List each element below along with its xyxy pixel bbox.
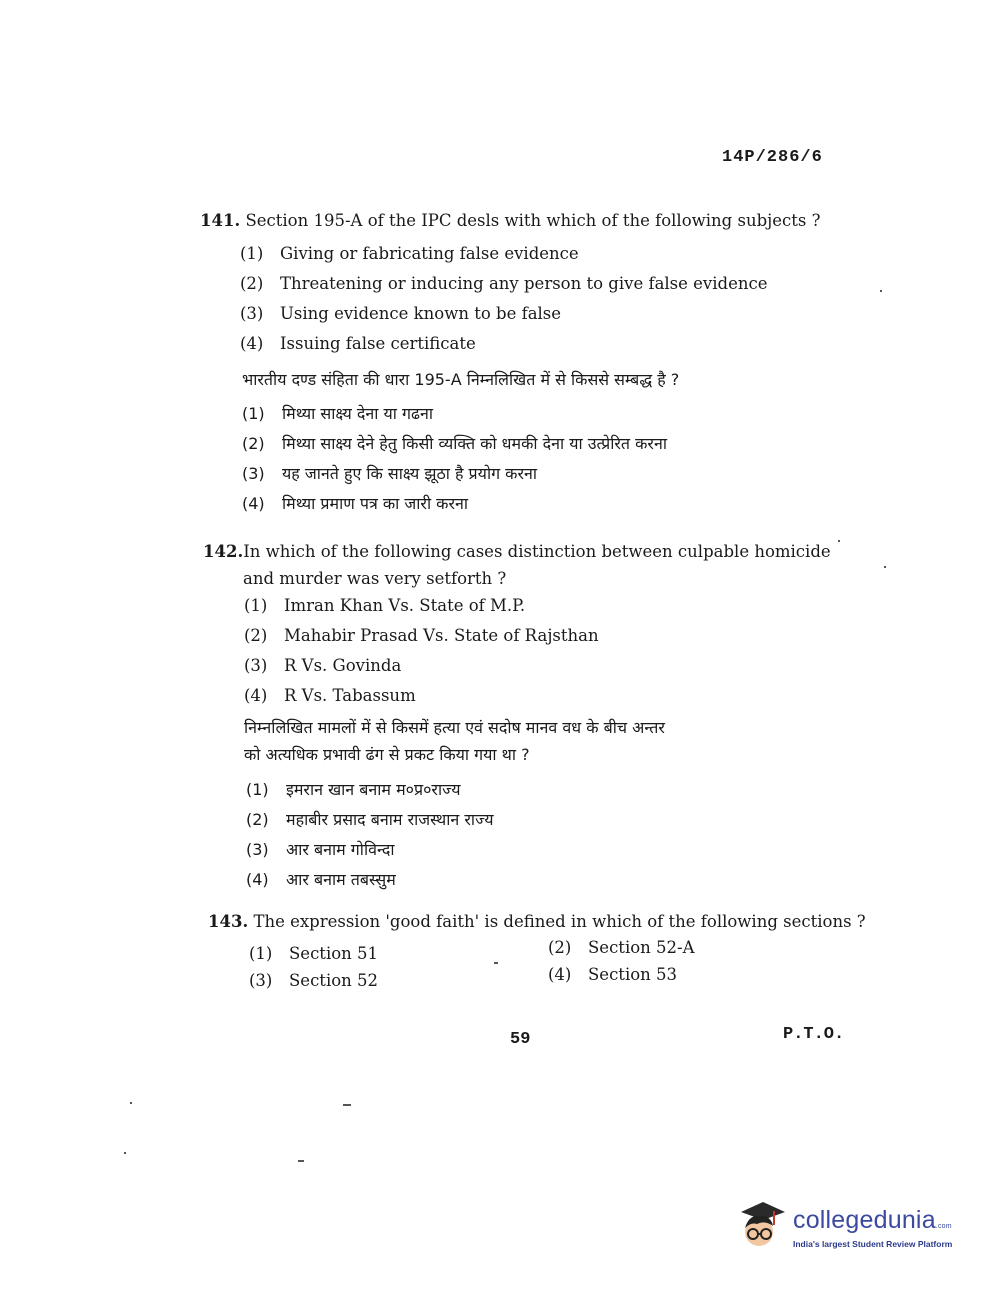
scan-speck	[838, 540, 840, 542]
question-141	[200, 207, 820, 234]
scan-speck	[494, 962, 498, 964]
question-number: 143.	[208, 912, 249, 931]
q143-option-4: (4) Section 53	[548, 965, 678, 984]
q143-option-3: (3) Section 52	[249, 971, 379, 990]
question-text-hi-line2: को अत्यधिक प्रभावी ढंग से प्रकट किया गया था ?	[244, 745, 530, 764]
q141-option-en-1: (1) Giving or fabricating false evidence	[240, 244, 579, 263]
q142-option-en-3: (3) R Vs. Govinda	[244, 656, 402, 675]
q141-option-hi-4: (4) मिथ्या प्रमाण पत्र का जारी करना	[242, 494, 469, 513]
q143-option-2: (2) Section 52-A	[548, 938, 695, 957]
question-number: 142.	[203, 542, 244, 561]
question-text-hi: भारतीय दण्ड संहिता की धारा 195-A निम्नलिखित में से किससे सम्बद्ध है ?	[242, 370, 680, 389]
scan-speck	[884, 566, 886, 568]
question-number: 141.	[200, 211, 241, 230]
scan-speck	[124, 1152, 126, 1154]
q142-option-hi-3: (3) आर बनाम गोविन्दा	[246, 840, 395, 859]
q141-option-hi-2: (2) मिथ्या साक्ष्य देने हेतु किसी व्यक्ति को धमकी देना या उत्प्रेरित करना	[242, 434, 667, 453]
logo-tagline: India's largest Student Review Platform	[793, 1239, 953, 1249]
question-text-en: Section 195-A of the IPC desls with which of the following subjects ?	[245, 211, 821, 230]
paper-code: 14P/286/6	[722, 148, 823, 167]
pto-label: P.T.O.	[783, 1025, 845, 1044]
q142-option-hi-4: (4) आर बनाम तबस्सुम	[246, 870, 396, 889]
question-text-en-line2: and murder was very setforth ?	[243, 569, 507, 588]
q142-option-en-2: (2) Mahabir Prasad Vs. State of Rajsthan	[244, 626, 599, 645]
q143-option-1: (1) Section 51	[249, 944, 379, 963]
q141-option-en-4: (4) Issuing false certificate	[240, 334, 476, 353]
q142-option-en-1: (1) Imran Khan Vs. State of M.P.	[244, 596, 526, 615]
question-142-hi	[244, 714, 844, 768]
q141-option-en-3: (3) Using evidence known to be false	[240, 304, 562, 323]
logo-wordmark: collegedunia.com	[793, 1206, 952, 1234]
mascot-icon	[735, 1198, 791, 1256]
scan-speck	[343, 1104, 351, 1106]
q142-option-hi-2: (2) महाबीर प्रसाद बनाम राजस्थान राज्य	[246, 810, 494, 829]
q141-option-en-2: (2) Threatening or inducing any person to give false evidence	[240, 274, 768, 293]
question-142	[203, 538, 843, 592]
scan-speck	[880, 290, 882, 292]
question-text-hi-line1: निम्नलिखित मामलों में से किसमें हत्या एवं सदोष मानव वध के बीच अन्तर	[244, 718, 665, 737]
collegedunia-logo	[735, 1198, 965, 1258]
q142-option-en-4: (4) R Vs. Tabassum	[244, 686, 416, 705]
q141-option-hi-3: (3) यह जानते हुए कि साक्ष्य झूठा है प्रयोग करना	[242, 464, 538, 483]
q141-option-hi-1: (1) मिथ्या साक्ष्य देना या गढना	[242, 404, 434, 423]
scan-speck	[130, 1102, 132, 1104]
page-number: 59	[510, 1030, 531, 1049]
scan-speck	[298, 1160, 304, 1162]
question-143	[208, 908, 866, 935]
question-text-en-line1: In which of the following cases distinction between culpable homicide	[243, 542, 831, 561]
question-text-en: The expression 'good faith' is defined in which of the following sections ?	[253, 912, 866, 931]
q142-option-hi-1: (1) इमरान खान बनाम म०प्र०राज्य	[246, 780, 461, 799]
